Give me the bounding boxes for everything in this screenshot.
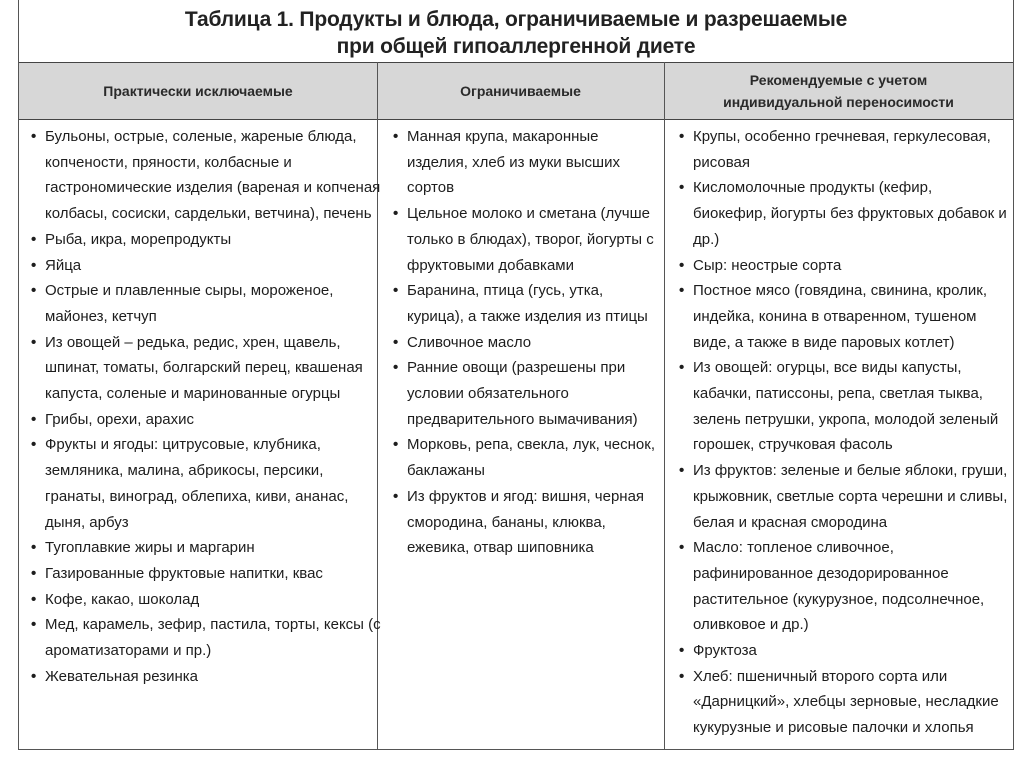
list-item: • Острые и плавленные сыры, мороженое, майонез, кетчуп: [31, 278, 381, 329]
header-limited: Ограничиваемые: [460, 82, 581, 99]
list-item: • Тугоплавкие жиры и маргарин: [31, 535, 381, 561]
recommended-list: [679, 124, 1009, 741]
column-recommended: [679, 124, 1009, 741]
list-item: • Грибы, орехи, арахис: [31, 407, 381, 433]
table-header-row: [19, 62, 1013, 120]
list-item: • Газированные фруктовые напитки, квас: [31, 561, 381, 587]
column-divider-2: [664, 62, 665, 750]
list-item: • Ранние овощи (разрешены при условии обязательного предварительного вымачивания): [393, 355, 663, 432]
table-title: [19, 6, 1013, 60]
list-item: • Бульоны, острые, соленые, жареные блюда, копчености, пряности, колбасные и гастрономические изделия (вареная и копченая колбасы, сосиски, сардельки, ветчина), печень: [31, 124, 381, 227]
list-item: • Фрукты и ягоды: цитрусовые, клубника, земляника, малина, абрикосы, персики, гранаты, виноград, облепиха, киви, ананас, дыня, арбуз: [31, 432, 381, 535]
list-item: • Цельное молоко и сметана (лучше только в блюдах), творог, йогурты с фруктовыми добавками: [393, 201, 663, 278]
header-recommended: [664, 63, 1013, 118]
list-item: • Из овощей: огурцы, все виды капусты, кабачки, патиссоны, репа, светлая тыква, зелень петрушки, укропа, молодой зеленый горошек, стручковая фасоль: [679, 355, 1009, 458]
table-title-line-1: Таблица 1. Продукты и блюда, ограничиваемые и разрешаемые: [184, 8, 848, 31]
list-item: • Кофе, какао, шоколад: [31, 587, 381, 613]
header-recommended-line-2: индивидуальной переносимости: [723, 93, 954, 110]
list-item: • Морковь, репа, свекла, лук, чеснок, баклажаны: [393, 432, 663, 483]
diet-table: [18, 0, 1014, 750]
list-item: • Из овощей – редька, редис, хрен, щавель, шпинат, томаты, болгарский перец, квашеная капуста, соленые и маринованные огурцы: [31, 330, 381, 407]
list-item: • Из фруктов и ягод: вишня, черная смородина, бананы, клюква, ежевика, отвар шиповника: [393, 484, 663, 561]
limited-list: [393, 124, 663, 561]
list-item: • Яйца: [31, 253, 381, 279]
list-item: • Жевательная резинка: [31, 664, 381, 690]
column-limited: [393, 124, 663, 561]
list-item: • Масло: топленое сливочное, рафинированное дезодорированное растительное (кукурузное, подсолнечное, оливковое и др.): [679, 535, 1009, 638]
list-item: • Манная крупа, макаронные изделия, хлеб из муки высших сортов: [393, 124, 663, 201]
list-item: • Сыр: неострые сорта: [679, 253, 1009, 279]
list-item: • Крупы, особенно гречневая, геркулесовая, рисовая: [679, 124, 1009, 175]
header-excluded: Практически исключаемые: [103, 82, 293, 99]
header-recommended-line-1: Рекомендуемые с учетом: [749, 71, 928, 88]
list-item: • Баранина, птица (гусь, утка, курица), а также изделия из птицы: [393, 278, 663, 329]
list-item: • Из фруктов: зеленые и белые яблоки, груши, крыжовник, светлые сорта черешни и сливы, белая и красная смородина: [679, 458, 1009, 535]
table-title-line-2: при общей гипоаллергенной диете: [336, 35, 696, 58]
list-item: • Кисломолочные продукты (кефир, биокефир, йогурты без фруктовых добавок и др.): [679, 175, 1009, 252]
list-item: • Фруктоза: [679, 638, 1009, 664]
list-item: • Рыба, икра, морепродукты: [31, 227, 381, 253]
excluded-list: [31, 124, 381, 689]
list-item: • Сливочное масло: [393, 330, 663, 356]
list-item: • Мед, карамель, зефир, пастила, торты, кексы (с ароматизаторами и пр.): [31, 612, 381, 663]
column-excluded: [31, 124, 381, 689]
list-item: • Хлеб: пшеничный второго сорта или «Дарницкий», хлебцы зерновые, несладкие кукурузные и рисовые палочки и хлопья: [679, 664, 1009, 741]
list-item: • Постное мясо (говядина, свинина, кролик, индейка, конина в отваренном, тушеном виде, а также в виде паровых котлет): [679, 278, 1009, 355]
